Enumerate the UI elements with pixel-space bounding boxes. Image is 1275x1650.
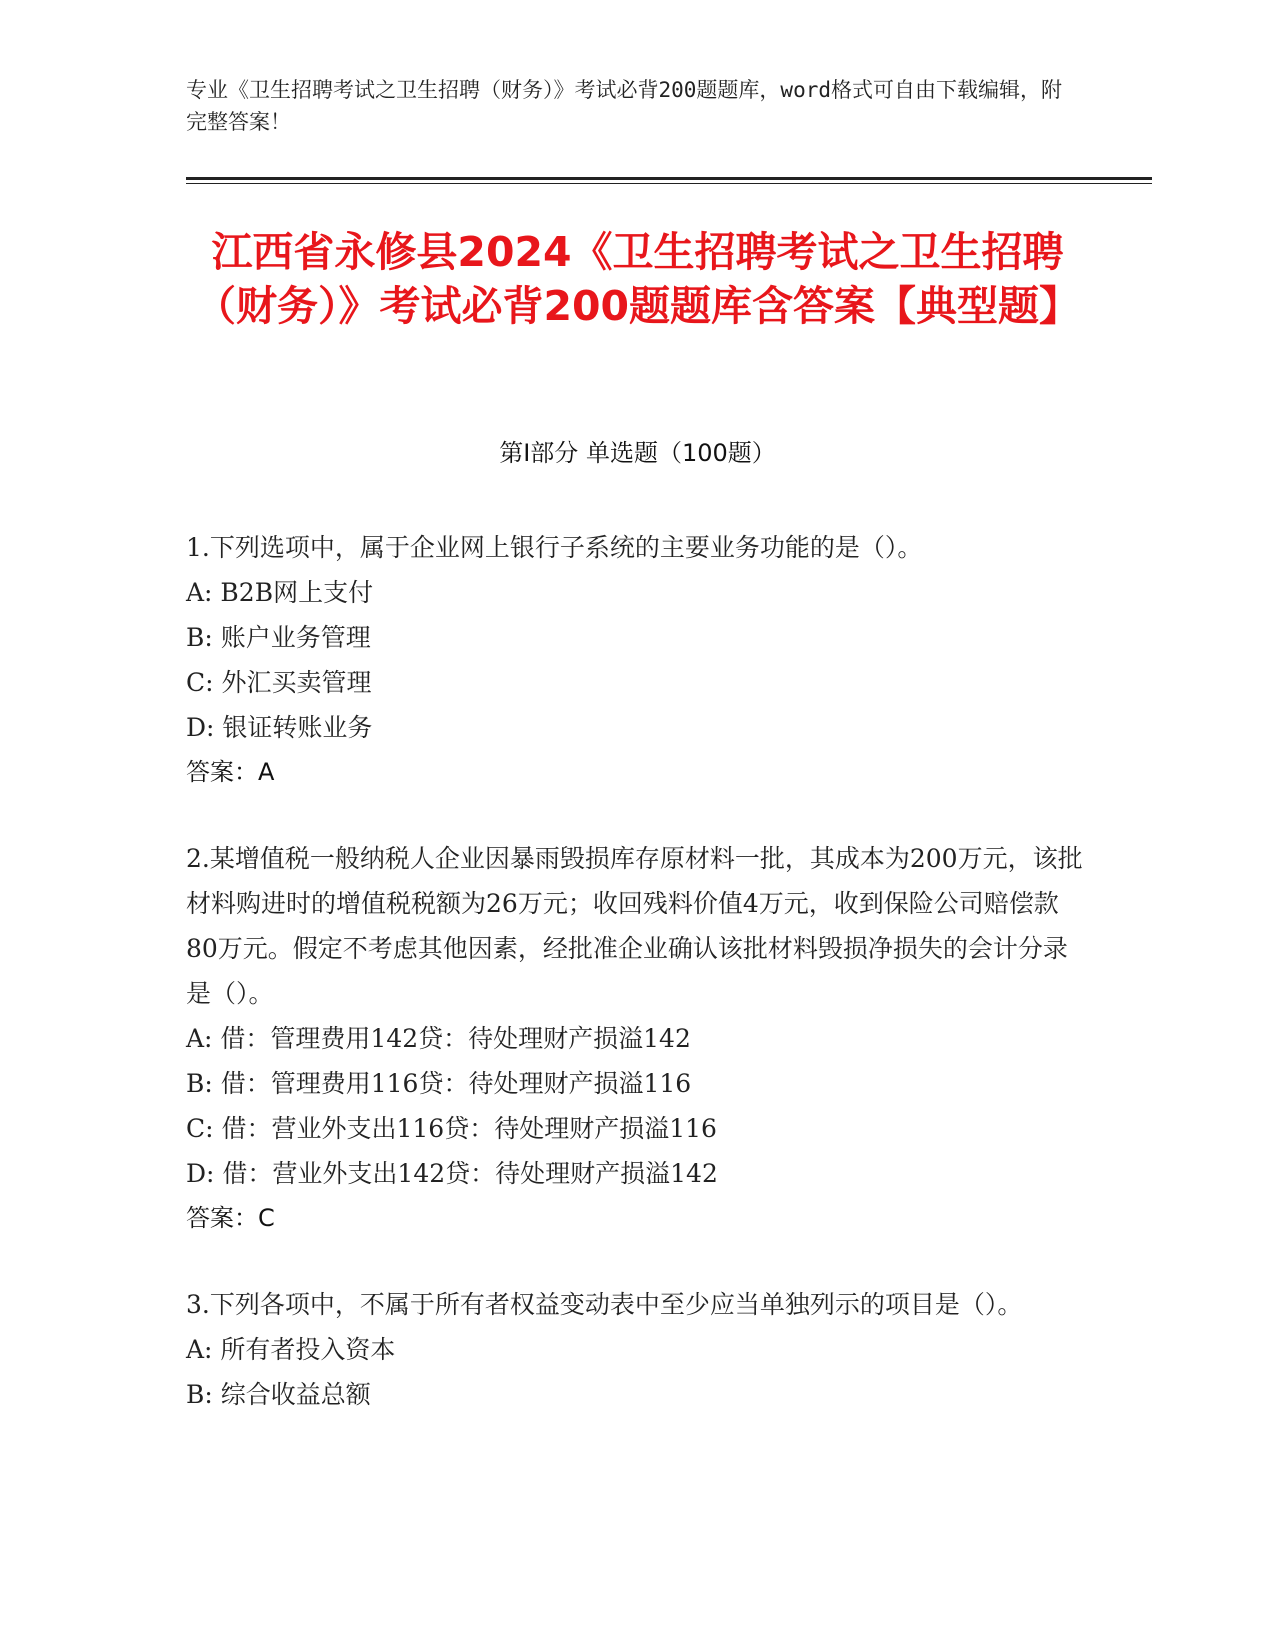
option-d: D: 借：营业外支出142贷：待处理财产损溢142 [186,1159,718,1188]
header-divider-thin [186,183,1152,184]
option-c: C: 借：营业外支出116贷：待处理财产损溢116 [186,1114,717,1143]
answer: 答案：C [186,1204,275,1232]
option-b: B: 账户业务管理 [186,623,371,652]
question-list [186,525,1086,1458]
option-d: D: 银证转账业务 [186,713,373,742]
question-1 [186,525,1086,795]
question-2 [186,836,1086,1241]
header-divider-thick [186,177,1152,180]
section-title: 第I部分 单选题（100题） [499,439,776,467]
option-a: A: 借：管理费用142贷：待处理财产损溢142 [186,1024,691,1053]
option-b: B: 借：管理费用116贷：待处理财产损溢116 [186,1069,692,1098]
document-title: 江西省永修县2024《卫生招聘考试之卫生招聘（财务）》考试必背200题题库含答案【典型题】 [194,228,1081,330]
question-stem: 2.某增值税一般纳税人企业因暴雨毁损库存原材料一批，其成本为200万元，该批材料购进时的增值税税额为26万元；收回残料价值4万元，收到保险公司赔偿款80万元。假定不考虑其他因素，经批准企业确认该批材料毁损净损失的会计分录是（）。 [186,844,1083,1008]
option-b: B: 综合收益总额 [186,1380,371,1409]
option-a: A: B2B网上支付 [186,578,374,607]
option-c: C: 外汇买卖管理 [186,668,372,697]
question-3 [186,1282,1086,1417]
question-stem: 3.下列各项中，不属于所有者权益变动表中至少应当单独列示的项目是（）。 [186,1290,1023,1319]
document-header-note: 专业《卫生招聘考试之卫生招聘（财务）》考试必背200题题库，word格式可自由下载编辑，附完整答案！ [186,78,1062,134]
answer: 答案：A [186,758,275,786]
question-stem: 1.下列选项中，属于企业网上银行子系统的主要业务功能的是（）。 [186,533,923,562]
option-a: A: 所有者投入资本 [186,1335,396,1364]
